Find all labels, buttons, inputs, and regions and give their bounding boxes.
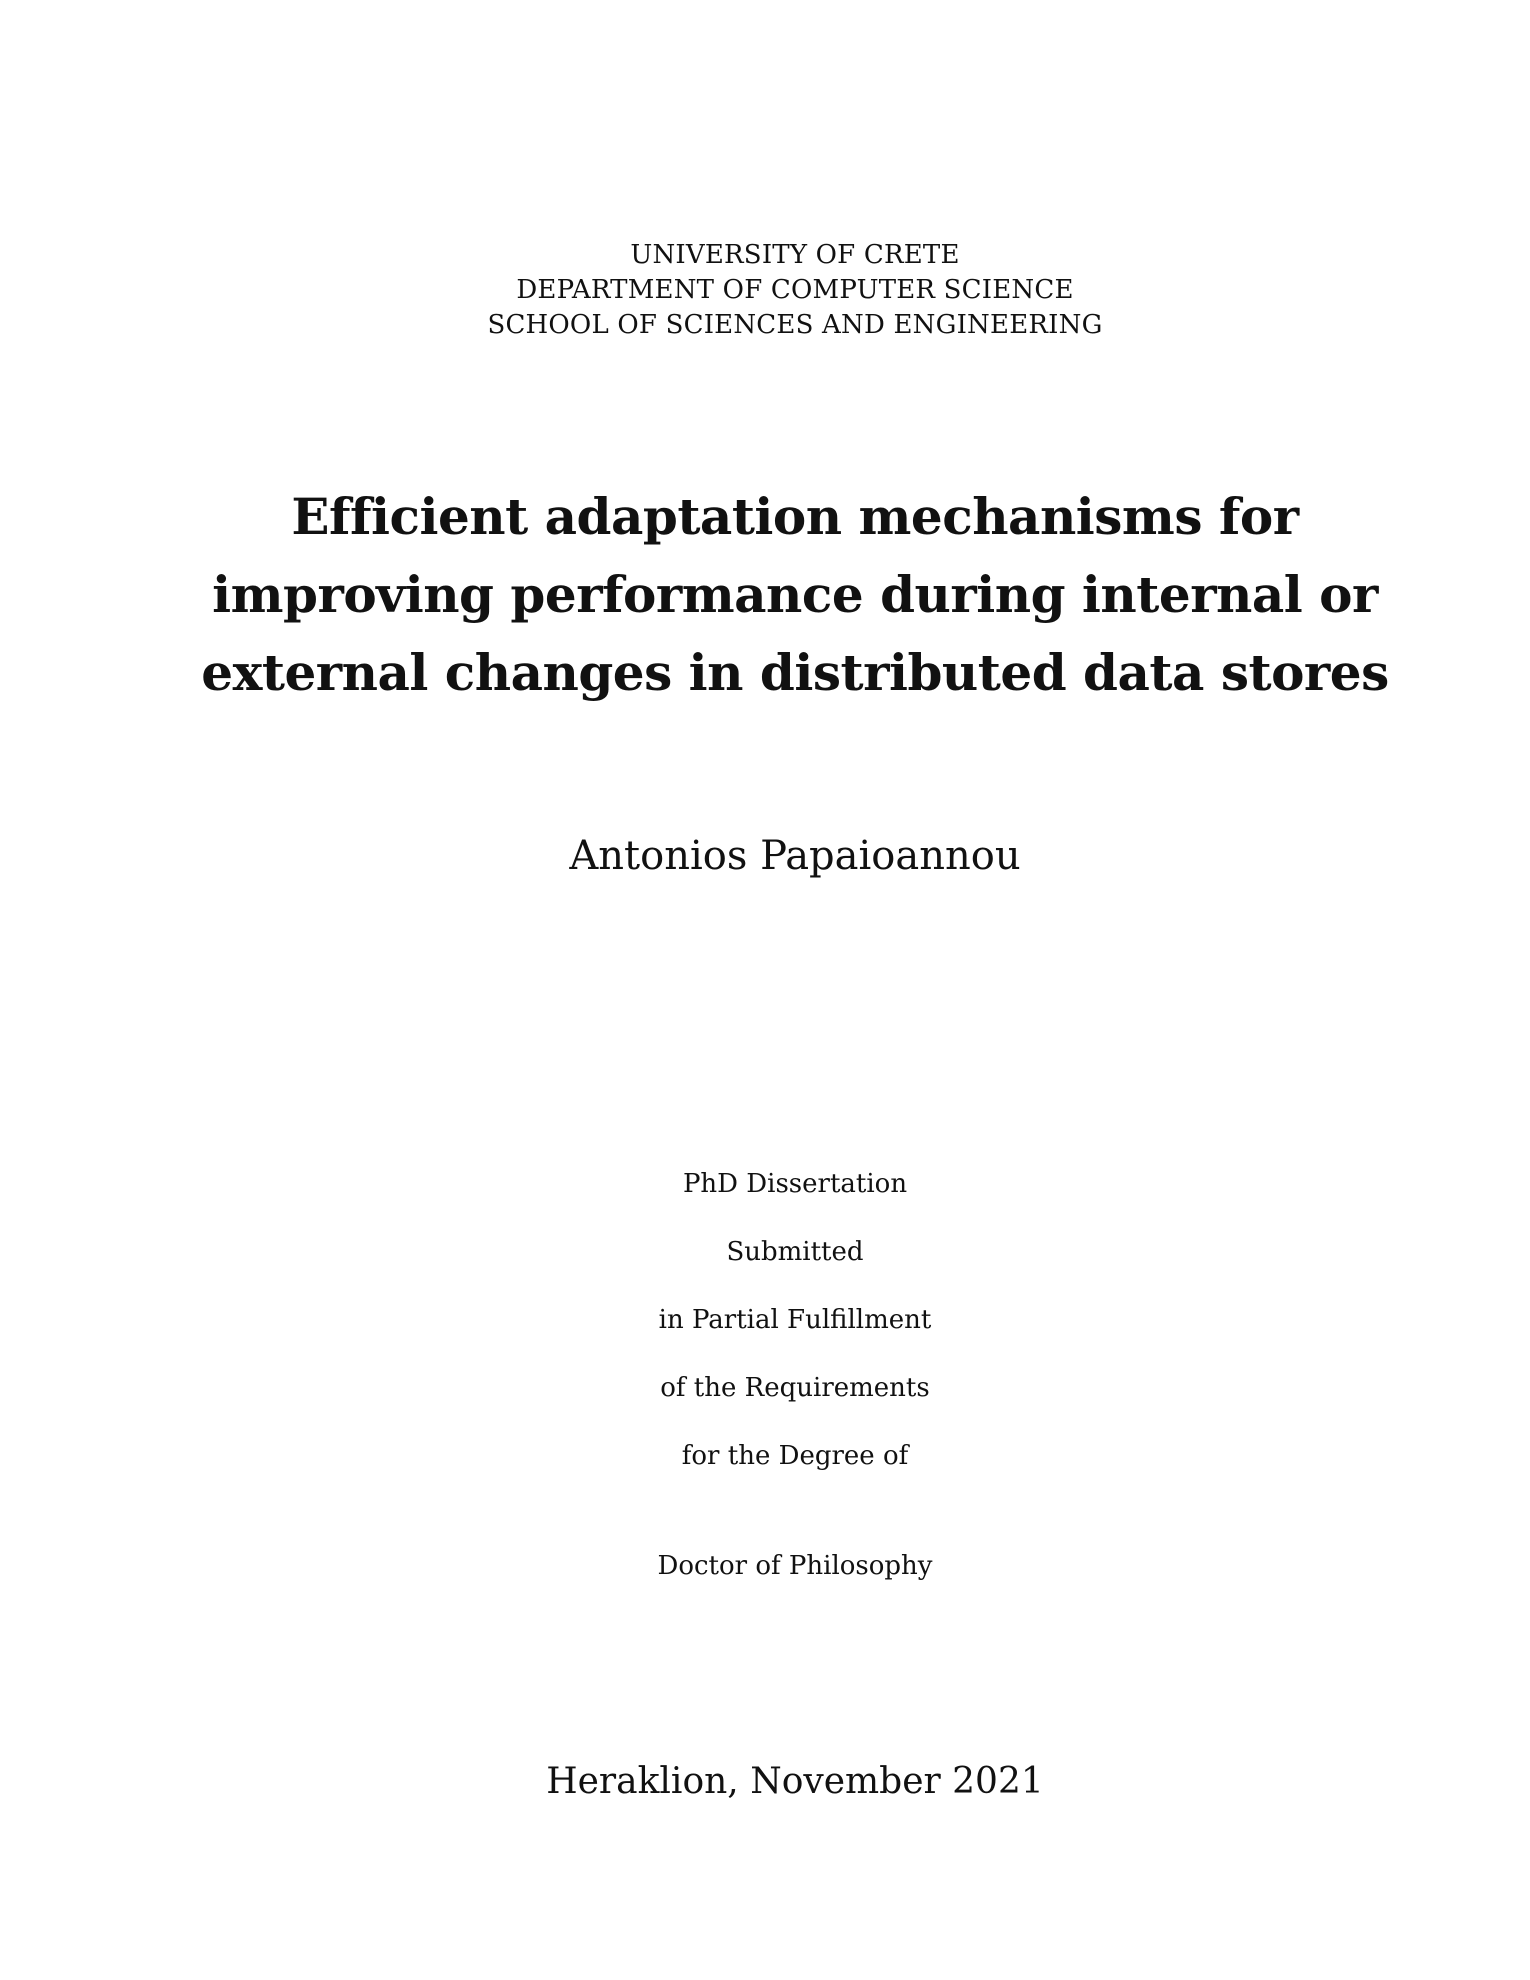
degree-name: Doctor of Philosophy: [657, 1551, 933, 1581]
submission-statement: [0, 1150, 1530, 1490]
submission-line: in Partial Fulfillment: [658, 1305, 932, 1335]
dissertation-title: [0, 478, 1530, 712]
title-line: Efficient adaptation mechanisms for: [291, 487, 1299, 546]
school-name: SCHOOL OF SCIENCES AND ENGINEERING: [487, 310, 1103, 340]
title-line: improving performance during internal or: [212, 565, 1378, 624]
university-name: UNIVERSITY OF CRETE: [630, 240, 960, 270]
title-line: external changes in distributed data stores: [201, 643, 1389, 702]
submission-line: PhD Dissertation: [682, 1169, 908, 1199]
department-name: DEPARTMENT OF COMPUTER SCIENCE: [516, 275, 1074, 305]
submission-line: Submitted: [726, 1237, 864, 1267]
institution-block: [0, 238, 1530, 343]
place-and-date: Heraklion, November 2021: [546, 1761, 1044, 1802]
submission-line: of the Requirements: [660, 1373, 930, 1403]
author-name: Antonios Papaioannou: [569, 833, 1021, 879]
submission-line: for the Degree of: [681, 1441, 909, 1471]
